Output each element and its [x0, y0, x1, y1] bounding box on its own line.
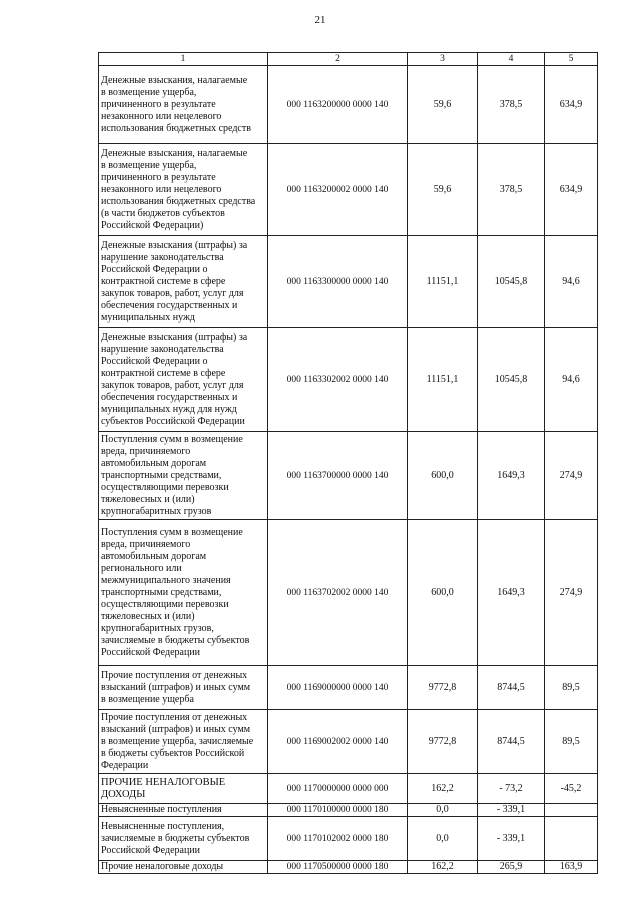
table-row	[99, 236, 598, 328]
row-name-cell: Денежные взыскания, налагаемые в возмещение ущерба, причиненного в результате незаконного или нецелевого использования бюджетных средств	[99, 66, 268, 144]
row-value-col5: 89,5	[545, 710, 598, 774]
row-name-cell: Прочие поступления от денежных взысканий (штрафов) и иных сумм в возмещение ущерба	[99, 666, 268, 710]
column-header-5: 5	[545, 53, 598, 66]
table-row	[99, 710, 598, 774]
table-row	[99, 666, 598, 710]
row-value-col3: 0,0	[408, 817, 478, 861]
row-code-cell: 000 1163200002 0000 140	[268, 144, 408, 236]
row-code-cell: 000 1169002002 0000 140	[268, 710, 408, 774]
table-row	[99, 817, 598, 861]
row-value-col4: 10545,8	[478, 328, 545, 432]
page-number: 21	[314, 14, 326, 26]
column-number-row	[99, 53, 598, 66]
row-value-col4: - 339,1	[478, 804, 545, 817]
row-value-col3: 0,0	[408, 804, 478, 817]
column-header-2: 2	[268, 53, 408, 66]
row-code-cell: 000 1170102002 0000 180	[268, 817, 408, 861]
row-code-cell: 000 1163300000 0000 140	[268, 236, 408, 328]
row-value-col3: 11151,1	[408, 236, 478, 328]
row-code-cell: 000 1170000000 0000 000	[268, 774, 408, 804]
row-code-cell: 000 1163302002 0000 140	[268, 328, 408, 432]
table-row	[99, 432, 598, 520]
row-name-cell: ПРОЧИЕ НЕНАЛОГОВЫЕ ДОХОДЫ	[99, 774, 268, 804]
row-value-col5: 94,6	[545, 236, 598, 328]
row-name-cell: Прочие поступления от денежных взысканий (штрафов) и иных сумм в возмещение ущерба, зачисляемые в бюджеты субъектов Российской Федерации	[99, 710, 268, 774]
row-value-col5: 89,5	[545, 666, 598, 710]
row-value-col5: -45,2	[545, 774, 598, 804]
row-name-cell: Невыясненные поступления, зачисляемые в бюджеты субъектов Российской Федерации	[99, 817, 268, 861]
row-value-col4: 10545,8	[478, 236, 545, 328]
row-value-col4: 8744,5	[478, 666, 545, 710]
row-value-col3: 59,6	[408, 144, 478, 236]
table-row	[99, 144, 598, 236]
row-value-col5: 94,6	[545, 328, 598, 432]
row-value-col4: 378,5	[478, 144, 545, 236]
row-code-cell: 000 1163702002 0000 140	[268, 520, 408, 666]
row-value-col3: 162,2	[408, 861, 478, 874]
row-value-col4: 265,9	[478, 861, 545, 874]
column-header-1: 1	[99, 53, 268, 66]
table-row	[99, 861, 598, 874]
row-value-col3: 59,6	[408, 66, 478, 144]
row-value-col3: 11151,1	[408, 328, 478, 432]
row-value-col5: 274,9	[545, 432, 598, 520]
row-value-col5: 274,9	[545, 520, 598, 666]
row-name-cell: Поступления сумм в возмещение вреда, причиняемого автомобильным дорогам транспортными средствами, осуществляющими перевозки тяжеловесных и (или) крупногабаритных грузов	[99, 432, 268, 520]
row-value-col3: 162,2	[408, 774, 478, 804]
row-value-col5: 163,9	[545, 861, 598, 874]
row-name-cell: Поступления сумм в возмещение вреда, причиняемого автомобильным дорогам регионального или межмуниципального значения транспортными средствами, осуществляющими перевозки тяжеловесных и (или) крупногабаритных грузов, зачисляемые в бюджеты субъектов Российской Федерации	[99, 520, 268, 666]
row-value-col4: 8744,5	[478, 710, 545, 774]
row-code-cell: 000 1170100000 0000 180	[268, 804, 408, 817]
row-code-cell: 000 1170500000 0000 180	[268, 861, 408, 874]
row-value-col5: 634,9	[545, 144, 598, 236]
column-header-3: 3	[408, 53, 478, 66]
table-row	[99, 804, 598, 817]
row-value-col5: 634,9	[545, 66, 598, 144]
row-name-cell: Прочие неналоговые доходы	[99, 861, 268, 874]
row-value-col4: - 339,1	[478, 817, 545, 861]
table-row	[99, 520, 598, 666]
row-value-col4: 378,5	[478, 66, 545, 144]
row-code-cell: 000 1163200000 0000 140	[268, 66, 408, 144]
table-row	[99, 774, 598, 804]
row-value-col5	[545, 804, 598, 817]
row-value-col4: 1649,3	[478, 432, 545, 520]
row-name-cell: Денежные взыскания, налагаемые в возмещение ущерба, причиненного в результате незаконного или нецелевого использования бюджетных средства (в части бюджетов субъектов Российской Федерации)	[99, 144, 268, 236]
budget-revenue-table	[98, 52, 598, 874]
row-value-col3: 9772,8	[408, 666, 478, 710]
row-value-col3: 600,0	[408, 520, 478, 666]
row-code-cell: 000 1169000000 0000 140	[268, 666, 408, 710]
row-name-cell: Денежные взыскания (штрафы) за нарушение законодательства Российской Федерации о контрактной системе в сфере закупок товаров, работ, услуг для обеспечения государственных и муниципальных нужд	[99, 236, 268, 328]
table-row	[99, 328, 598, 432]
table-row	[99, 66, 598, 144]
row-name-cell: Денежные взыскания (штрафы) за нарушение законодательства Российской Федерации о контрактной системе в сфере закупок товаров, работ, услуг для обеспечения государственных и муниципальных нужд для нужд субъектов Российской Федерации	[99, 328, 268, 432]
row-code-cell: 000 1163700000 0000 140	[268, 432, 408, 520]
row-value-col3: 9772,8	[408, 710, 478, 774]
row-value-col5	[545, 817, 598, 861]
row-value-col4: - 73,2	[478, 774, 545, 804]
row-name-cell: Невыясненные поступления	[99, 804, 268, 817]
column-header-4: 4	[478, 53, 545, 66]
row-value-col3: 600,0	[408, 432, 478, 520]
row-value-col4: 1649,3	[478, 520, 545, 666]
